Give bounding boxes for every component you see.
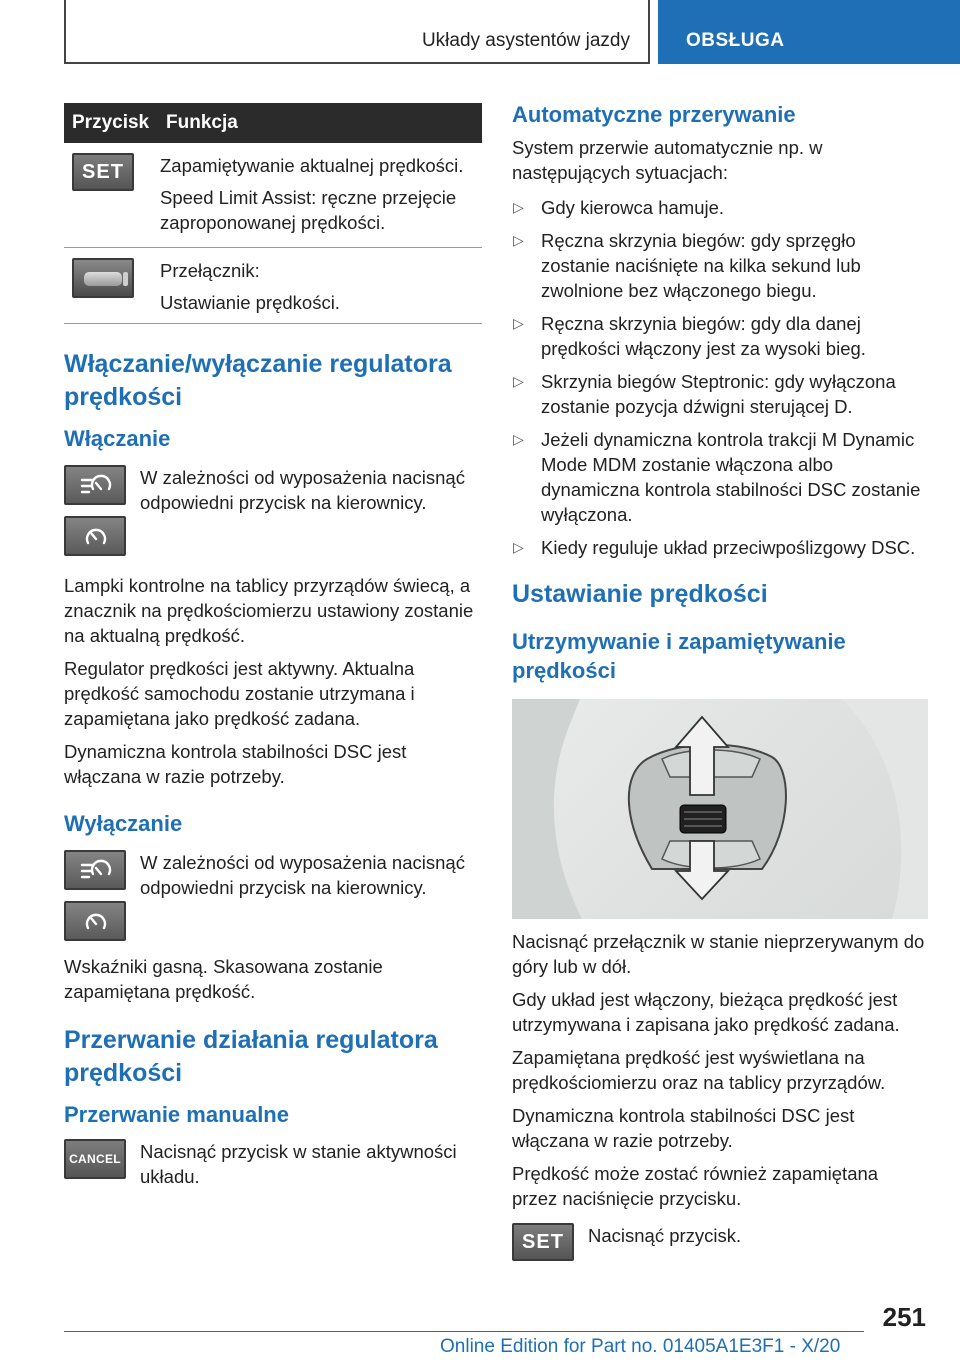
chapter-tab-label: OBSŁUGA: [686, 30, 785, 51]
heading-auto: Automatyczne przerywanie: [512, 102, 796, 127]
on-paragraph-1: Lampki kontrolne na tablicy przyrządów świecą, a znacznik na prędkościomierzu ustawiony zostanie na aktualną prędkość.: [64, 575, 474, 646]
keep-paragraph-5: Prędkość może zostać również zapamiętana przez naciśnięcie przycisku.: [512, 1163, 879, 1209]
heading-off: Wyłączanie: [64, 811, 183, 836]
function-table: [64, 103, 482, 324]
cancel-button-icon: CANCEL: [64, 1139, 126, 1179]
off-instruction: [64, 850, 482, 946]
heading-onoff: Włączanie/wyłączanie regulatora prędkości: [64, 350, 452, 411]
heading-keep: Utrzymywanie i zapamiętywanie prędkości: [512, 629, 846, 683]
table-row: [64, 248, 482, 324]
table-cell-text: Speed Limit Assist: ręczne przejęcie zaproponowanej prędkości.: [160, 187, 457, 233]
heading-on: Włączanie: [64, 426, 171, 451]
table-cell-text: Zapamiętywanie aktualnej prędkości.: [160, 155, 464, 176]
footer-divider: [64, 1331, 864, 1332]
section-title: Układy asystentów jazdy: [421, 30, 630, 51]
table-header-button: Przycisk: [64, 103, 160, 143]
heading-manual: Przerwanie manualne: [64, 1102, 289, 1127]
set-instruction-text: Nacisnąć przycisk.: [588, 1225, 742, 1246]
cruise-control-icon: [64, 850, 126, 890]
list-item: ▷ Gdy kierowca hamuje.: [512, 195, 928, 220]
set-button-icon: SET: [512, 1223, 574, 1261]
steering-wheel-photo: [512, 699, 928, 919]
list-item: ▷ Ręczna skrzynia biegów: gdy dla danej prędkości włączony jest za wysoki bieg.: [512, 311, 928, 361]
auto-intro: System przerwie automatycznie np. w następujących sytuacjach:: [512, 137, 823, 183]
footer-edition: Online Edition for Part no. 01405A1E3F1 - X/20: [440, 1336, 841, 1357]
heading-speed: Ustawianie prędkości: [512, 580, 768, 608]
chapter-tab[interactable]: [658, 0, 960, 64]
header-frame: [64, 0, 650, 64]
list-item: ▷ Jeżeli dynamiczna kontrola trakcji M Dynamic Mode MDM zostanie włączona albo dynamiczna kontrola stabilności DSC zostanie wyłączona.: [512, 427, 928, 527]
on-paragraph-3: Dynamiczna kontrola stabilności DSC jest włączana w razie potrzeby.: [64, 741, 407, 787]
set-button-icon: SET: [72, 153, 134, 191]
table-cell-text: Przełącznik:: [160, 260, 260, 281]
keep-paragraph-1: Nacisnąć przełącznik w stanie nieprzerywanym do góry lub w dół.: [512, 931, 925, 977]
table-row: [64, 143, 482, 248]
list-item: ▷ Kiedy reguluje układ przeciwpoślizgowy DSC.: [512, 535, 928, 560]
keep-paragraph-2: Gdy układ jest włączony, bieżąca prędkość jest utrzymywana i zapisana jako prędkość zadana.: [512, 989, 900, 1035]
list-item: ▷ Skrzynia biegów Steptronic: gdy wyłączona zostanie pozycja dźwigni sterującej D.: [512, 369, 928, 419]
table-header-function: Funkcja: [160, 103, 482, 143]
list-item: ▷ Ręczna skrzynia biegów: gdy sprzęgło zostanie naciśnięte na kilka sekund lub zwolnione bez włączonego biegu.: [512, 228, 928, 303]
on-instruction: [64, 465, 482, 567]
on-instruction-text: W zależności od wyposażenia nacisnąć odpowiedni przycisk na kierownicy.: [140, 467, 465, 513]
right-column: [512, 100, 928, 1269]
page-number: 251: [882, 1302, 926, 1332]
table-cell-text: Ustawianie prędkości.: [160, 292, 340, 313]
on-paragraph-2: Regulator prędkości jest aktywny. Aktualna prędkość samochodu zostanie utrzymana i zapamiętana jako prędkość zadana.: [64, 658, 415, 729]
manual-instruction: [64, 1139, 482, 1199]
left-column: [64, 103, 482, 1199]
speedometer-icon: [64, 901, 126, 941]
auto-list: [512, 195, 928, 560]
heading-interrupt: Przerwanie działania regulatora prędkości: [64, 1026, 438, 1087]
keep-paragraph-4: Dynamiczna kontrola stabilności DSC jest włączana w razie potrzeby.: [512, 1105, 855, 1151]
off-instruction-text: W zależności od wyposażenia nacisnąć odpowiedni przycisk na kierownicy.: [140, 852, 465, 898]
cruise-control-icon: [64, 465, 126, 505]
set-instruction: [512, 1223, 928, 1269]
manual-instruction-text: Nacisnąć przycisk w stanie aktywności układu.: [140, 1141, 457, 1187]
keep-paragraph-3: Zapamiętana prędkość jest wyświetlana na prędkościomierzu oraz na tablicy przyrządów.: [512, 1047, 886, 1093]
speedometer-icon: [64, 516, 126, 556]
rocker-switch-icon: [72, 258, 134, 298]
off-paragraph: Wskaźniki gasną. Skasowana zostanie zapamiętana prędkość.: [64, 956, 383, 1002]
